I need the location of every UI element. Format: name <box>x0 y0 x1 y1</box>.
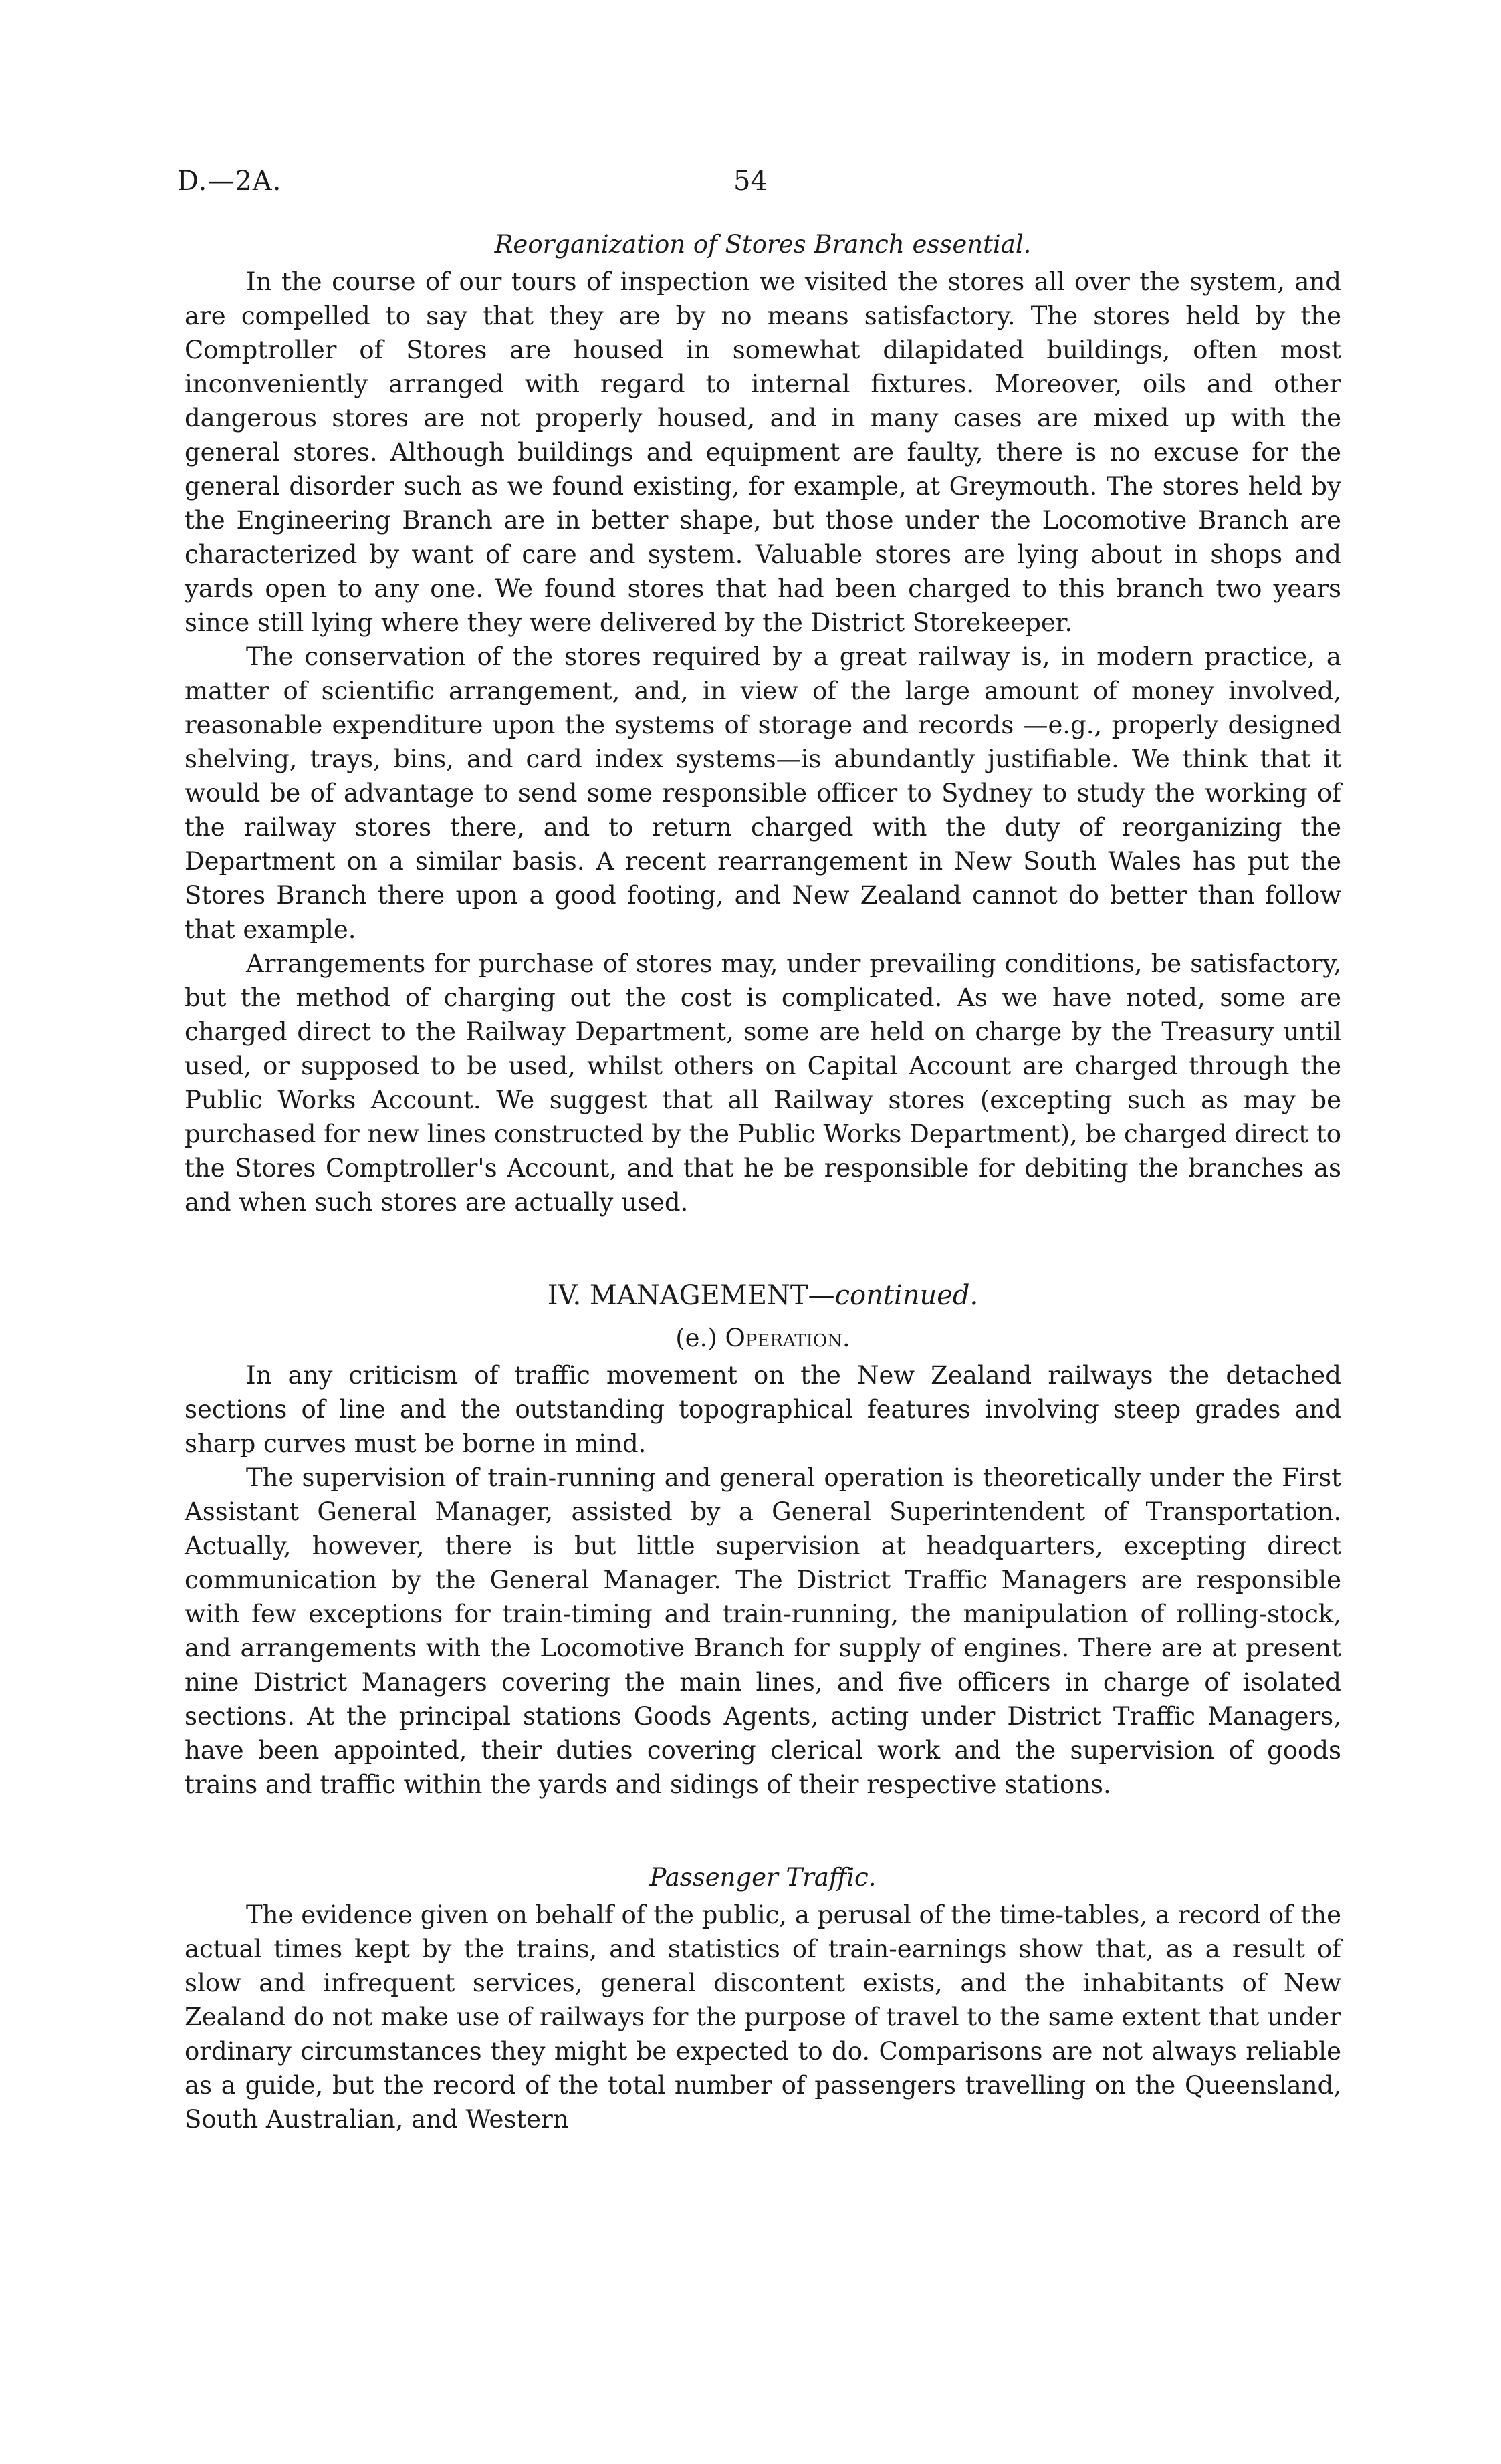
management-title-main: IV. MANAGEMENT— <box>547 1280 835 1311</box>
management-section-title <box>185 1277 1341 1314</box>
operation-paragraph-2: The supervision of train-running and general operation is theoretically under the First Assistant General Manager, assisted by a General Superintendent of Transportation. Actually, however, there is but little supervision at headquarters, excepting direct communication by the General Manager. The District Traffic Managers are responsible with few exceptions for train-timing and train-running, the manipulation of rolling-stock, and arrangements with the Locomotive Branch for supply of engines. There are at present nine District Managers covering the main lines, and five officers in charge of isolated sections. At the principal stations Goods Agents, acting under District Traffic Managers, have been appointed, their duties covering clerical work and the supervision of goods trains and traffic within the yards and sidings of their respective stations. <box>185 1463 1341 1799</box>
page-number: 54 <box>733 166 768 197</box>
operation-subtitle <box>185 1321 1341 1356</box>
passenger-paragraph-1: The evidence given on behalf of the public, a perusal of the time-tables, a record of the actual times kept by the trains, and statistics of train-earnings show that, as a result of slow and infrequent services, general discontent exists, and the inhabitants of New Zealand do not make use of railways for the purpose of travel to the same extent that under ordinary circumstances they might be expected to do. Comparisons are not always reliable as a guide, but the record of the total number of passengers travelling on the Queensland, South Australian, and Western <box>185 1900 1341 2134</box>
operation-subtitle-number: (e.) <box>675 1324 717 1352</box>
stores-paragraph-3: Arrangements for purchase of stores may, under prevailing conditions, be satisfactory, but the method of charging out the cost is complicated. As we have noted, some are charged direct to the Railway Department, some are held on charge by the Treasury until used, or supposed to be used, whilst others on Capital Account are charged through the Public Works Account. We suggest that all Railway stores (excepting such as may be purchased for new lines constructed by the Public Works Department), be charged direct to the Stores Comptroller's Account, and that he be responsible for debiting the branches as and when such stores are actually used. <box>185 949 1341 1217</box>
operation-subtitle-label: Operation. <box>725 1324 850 1352</box>
document-reference: D.—2A. <box>177 166 282 197</box>
stores-heading: Reorganization of Stores Branch essential. <box>494 230 1032 259</box>
passenger-traffic-heading: Passenger Traffic. <box>649 1863 877 1892</box>
stores-paragraph-1: In the course of our tours of inspection we visited the stores all over the system, and are compelled to say that they are by no means satisfactory. The stores held by the Comptroller of Stores are housed in somewhat dilapidated buildings, often most inconveniently arranged with regard to internal fixtures. Moreover, oils and other dangerous stores are not properly housed, and in many cases are mixed up with the general stores. Although buildings and equipment are faulty, there is no excuse for the general disorder such as we found existing, for example, at Greymouth. The stores held by the Engineering Branch are in better shape, but those under the Locomotive Branch are characterized by want of care and system. Valuable stores are lying about in shops and yards open to any one. We found stores that had been charged to this branch two years since still lying where they were delivered by the District Storekeeper. <box>185 267 1341 637</box>
stores-paragraph-2: The conservation of the stores required by a great railway is, in modern practice, a matter of scientific arrangement, and, in view of the large amount of money involved, reasonable expenditure upon the systems of storage and records —e.g., properly designed shelving, trays, bins, and card index systems—is abundantly justifiable. We think that it would be of advantage to send some responsible officer to Sydney to study the working of the railway stores there, and to return charged with the duty of reorganizing the Department on a similar basis. A recent rearrangement in New South Wales has put the Stores Branch there upon a good footing, and New Zealand cannot do better than follow that example. <box>185 642 1341 944</box>
operation-paragraph-1: In any criticism of traffic movement on the New Zealand railways the detached sections of line and the outstanding topographical features involving steep grades and sharp curves must be borne in mind. <box>185 1361 1341 1458</box>
page-body <box>185 227 1341 2136</box>
management-title-continued: continued. <box>834 1280 979 1311</box>
section-spacer <box>185 1802 1341 1860</box>
